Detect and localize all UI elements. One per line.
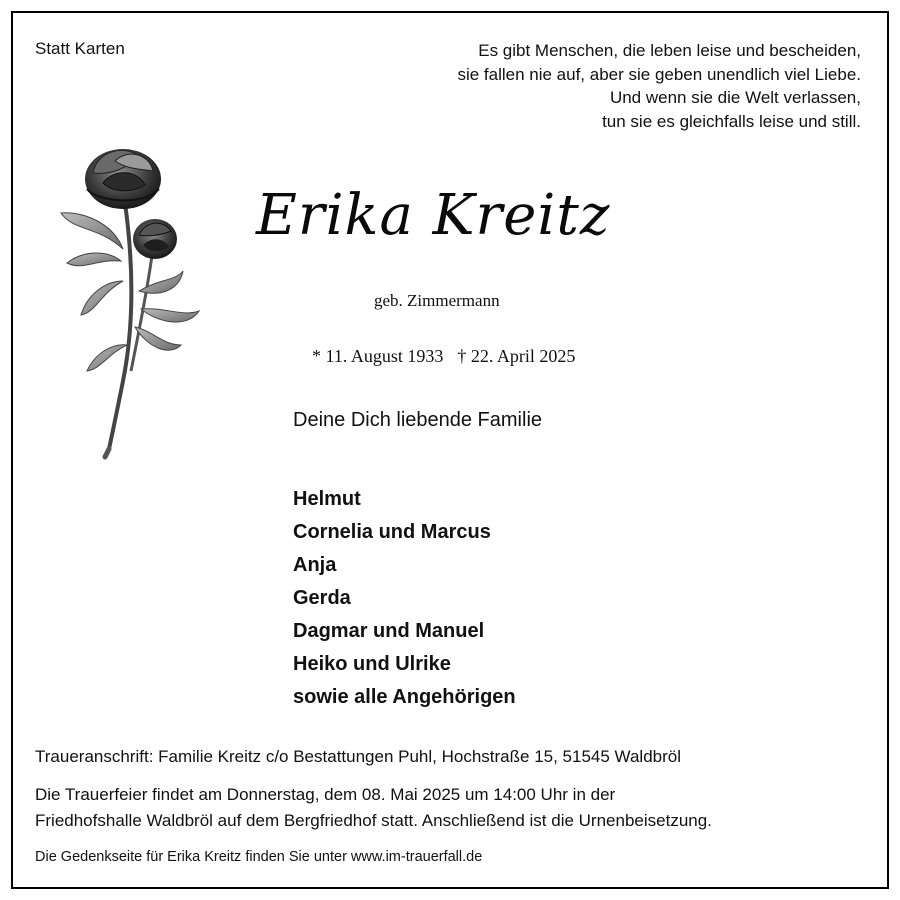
- family-member: Heiko und Ulrike: [293, 653, 451, 675]
- family-member: Cornelia und Marcus: [293, 521, 491, 543]
- poem-line: tun sie es gleichfalls leise und still.: [602, 111, 861, 131]
- ceremony-line: Friedhofshalle Waldbröl auf dem Bergfriedhof statt. Anschließend ist die Urnenbeisetzung.: [35, 811, 712, 830]
- family-member: Helmut: [293, 488, 361, 510]
- family-members: [293, 483, 516, 714]
- death-date: † 22. April 2025: [457, 346, 576, 366]
- family-intro: Deine Dich liebende Familie: [293, 409, 543, 431]
- family-member: sowie alle Angehörigen: [293, 686, 516, 708]
- ceremony-line: Die Trauerfeier findet am Donnerstag, dem 08. Mai 2025 um 14:00 Uhr in der: [35, 785, 616, 804]
- family-member: Anja: [293, 554, 337, 576]
- rose-icon: [43, 131, 223, 461]
- birth-date: * 11. August 1933: [312, 346, 444, 366]
- deceased-name: Erika Kreitz: [256, 183, 611, 248]
- poem: [341, 39, 861, 133]
- mourning-address: Traueranschrift: Familie Kreitz c/o Bestattungen Puhl, Hochstraße 15, 51545 Waldbröl: [35, 747, 681, 766]
- family-member: Dagmar und Manuel: [293, 620, 485, 642]
- birth-name: geb. Zimmermann: [374, 291, 500, 310]
- ceremony-info: [35, 782, 712, 834]
- obituary-notice: [11, 11, 889, 889]
- memorial-website-text: Die Gedenkseite für Erika Kreitz finden Sie unter www.im-trauerfall.de: [35, 849, 483, 865]
- poem-line: Es gibt Menschen, die leben leise und bescheiden,: [478, 41, 861, 60]
- poem-line: Und wenn sie die Welt verlassen,: [609, 88, 861, 107]
- statt-karten-label: Statt Karten: [35, 39, 125, 58]
- life-dates: [312, 346, 575, 367]
- poem-line: sie fallen nie auf, aber sie geben unendlich viel Liebe.: [457, 64, 861, 84]
- family-member: Gerda: [293, 587, 351, 609]
